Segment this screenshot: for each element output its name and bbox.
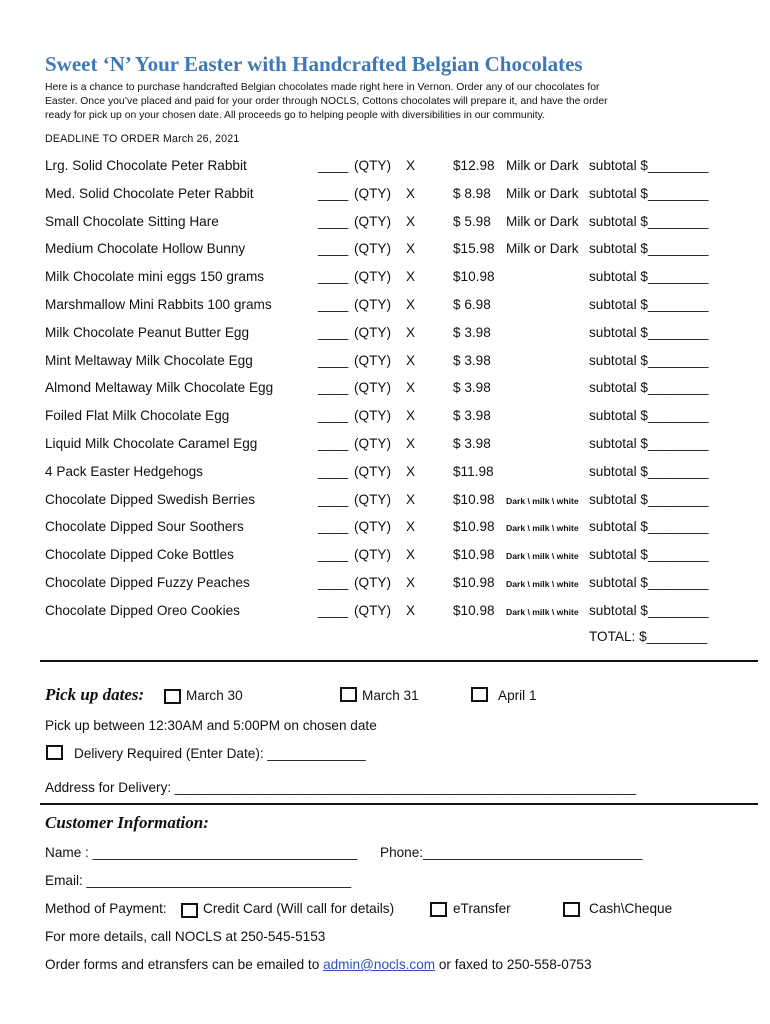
email-instructions-suffix: or faxed to 250-558-0753 (435, 957, 592, 972)
subtotal-field[interactable]: subtotal $________ (589, 519, 709, 535)
item-option[interactable]: Milk or Dark (506, 158, 579, 173)
qty-label: (QTY) (354, 463, 391, 479)
qty-label: (QTY) (354, 547, 391, 563)
name-field[interactable]: Name : ___________________________________ (45, 845, 358, 860)
order-row (0, 547, 770, 567)
times-sign: X (406, 241, 416, 257)
pickup-hours: Pick up between 12:30AM and 5:00PM on chosen date (45, 718, 377, 733)
delivery-field[interactable]: Delivery Required (Enter Date): _____________ (74, 746, 366, 761)
quantity-field[interactable]: ____ (318, 241, 349, 257)
item-price: $10.98 (453, 519, 495, 535)
times-sign: X (406, 213, 416, 229)
subtotal-field[interactable]: subtotal $________ (589, 352, 709, 368)
subtotal-field[interactable]: subtotal $________ (589, 380, 709, 396)
item-name: Small Chocolate Sitting Hare (45, 213, 219, 229)
times-sign: X (406, 491, 416, 507)
quantity-field[interactable]: ____ (318, 519, 349, 535)
quantity-field[interactable]: ____ (318, 213, 349, 229)
quantity-field[interactable]: ____ (318, 491, 349, 507)
item-price: $ 3.98 (453, 352, 491, 368)
times-sign: X (406, 575, 416, 590)
times-sign: X (406, 185, 416, 201)
order-row (0, 186, 770, 206)
quantity-field[interactable]: ____ (318, 269, 349, 285)
item-name: Chocolate Dipped Oreo Cookies (45, 602, 240, 618)
qty-label: (QTY) (354, 352, 391, 368)
pickup-date-march-31: March 31 (362, 688, 419, 703)
checkbox-april-1[interactable] (471, 687, 488, 702)
quantity-field[interactable]: ____ (318, 436, 349, 451)
qty-label: (QTY) (354, 408, 391, 424)
times-sign: X (406, 436, 416, 451)
item-option[interactable]: Dark \ milk \ white (506, 606, 579, 617)
total-line: TOTAL: $________ (589, 629, 708, 644)
qty-label: (QTY) (354, 324, 391, 340)
subtotal-field[interactable]: subtotal $________ (589, 408, 709, 424)
deadline-text: DEADLINE TO ORDER March 26, 2021 (45, 133, 240, 145)
order-row (0, 297, 770, 317)
qty-label: (QTY) (354, 491, 391, 507)
page-title: Sweet ‘N’ Your Easter with Handcrafted Belgian Chocolates (45, 52, 583, 76)
quantity-field[interactable]: ____ (318, 575, 349, 590)
item-name: Marshmallow Mini Rabbits 100 grams (45, 297, 272, 312)
order-row (0, 464, 770, 484)
item-name: Med. Solid Chocolate Peter Rabbit (45, 185, 254, 201)
divider (40, 803, 758, 805)
order-row (0, 269, 770, 289)
times-sign: X (406, 158, 416, 173)
payment-credit-card: Credit Card (Will call for details) (203, 901, 395, 916)
item-name: Medium Chocolate Hollow Bunny (45, 241, 246, 257)
times-sign: X (406, 324, 416, 340)
checkbox-credit-card[interactable] (181, 903, 198, 918)
item-name: Lrg. Solid Chocolate Peter Rabbit (45, 158, 247, 173)
item-name: Chocolate Dipped Fuzzy Peaches (45, 575, 250, 590)
item-option[interactable]: Milk or Dark (506, 213, 579, 229)
times-sign: X (406, 408, 416, 424)
quantity-field[interactable]: ____ (318, 547, 349, 563)
order-row (0, 325, 770, 345)
quantity-field[interactable]: ____ (318, 185, 349, 201)
payment-label: Method of Payment: (45, 901, 167, 916)
quantity-field[interactable]: ____ (318, 463, 349, 479)
item-name: Foiled Flat Milk Chocolate Egg (45, 408, 230, 424)
order-row (0, 408, 770, 428)
item-name: Chocolate Dipped Coke Bottles (45, 547, 234, 563)
email-link[interactable]: admin@nocls.com (323, 957, 436, 972)
checkbox-cash-cheque[interactable] (563, 902, 580, 917)
item-price: $12.98 (453, 158, 495, 173)
pickup-heading: Pick up dates: (45, 685, 145, 704)
order-row (0, 603, 770, 623)
item-option[interactable]: Milk or Dark (506, 241, 579, 257)
subtotal-field[interactable]: subtotal $________ (589, 185, 709, 201)
item-name: Liquid Milk Chocolate Caramel Egg (45, 436, 258, 451)
item-price: $ 5.98 (453, 213, 491, 229)
item-name: Chocolate Dipped Swedish Berries (45, 491, 256, 507)
item-price: $ 3.98 (453, 380, 491, 396)
qty-label: (QTY) (354, 602, 391, 618)
intro-line: ready for pick up on your chosen date. All proceeds go to helping people with diversibilities in our community. (45, 110, 545, 121)
checkbox-delivery[interactable] (46, 745, 63, 760)
subtotal-field[interactable]: subtotal $________ (589, 297, 709, 312)
email-instructions (45, 957, 592, 972)
item-price: $ 8.98 (453, 185, 491, 201)
item-price: $ 3.98 (453, 324, 491, 340)
times-sign: X (406, 269, 416, 285)
subtotal-field[interactable]: subtotal $________ (589, 241, 709, 257)
times-sign: X (406, 352, 416, 368)
quantity-field[interactable]: ____ (318, 352, 349, 368)
qty-label: (QTY) (354, 380, 391, 396)
qty-label: (QTY) (354, 297, 391, 312)
email-field[interactable]: Email: ___________________________________ (45, 873, 352, 888)
intro-line: Here is a chance to purchase handcrafted Belgian chocolates made right here in Vernon. Order any of our chocolates for (45, 82, 600, 93)
item-option[interactable]: Dark \ milk \ white (506, 523, 579, 534)
item-option[interactable]: Dark \ milk \ white (506, 551, 579, 562)
quantity-field[interactable]: ____ (318, 602, 349, 618)
qty-label: (QTY) (354, 575, 391, 590)
order-row (0, 214, 770, 234)
item-name: Milk Chocolate Peanut Butter Egg (45, 324, 250, 340)
delivery-address-field[interactable]: Address for Delivery: _____________________________________________________________ (45, 780, 637, 795)
qty-label: (QTY) (354, 158, 391, 173)
order-row (0, 380, 770, 400)
item-name: Almond Meltaway Milk Chocolate Egg (45, 380, 274, 396)
item-price: $10.98 (453, 575, 495, 590)
phone-field[interactable]: Phone:_____________________________ (380, 845, 643, 860)
item-price: $10.98 (453, 602, 495, 618)
divider (40, 660, 758, 662)
item-name: Milk Chocolate mini eggs 150 grams (45, 269, 265, 285)
subtotal-field[interactable]: subtotal $________ (589, 547, 709, 563)
item-price: $ 3.98 (453, 436, 491, 451)
qty-label: (QTY) (354, 269, 391, 285)
order-row (0, 519, 770, 539)
order-row (0, 241, 770, 261)
item-option[interactable]: Milk or Dark (506, 185, 579, 201)
times-sign: X (406, 602, 416, 618)
item-name: 4 Pack Easter Hedgehogs (45, 463, 203, 479)
times-sign: X (406, 519, 416, 535)
checkbox-etransfer[interactable] (430, 902, 447, 917)
subtotal-field[interactable]: subtotal $________ (589, 158, 709, 173)
subtotal-field[interactable]: subtotal $________ (589, 575, 709, 590)
item-option[interactable]: Dark \ milk \ white (506, 579, 579, 589)
email-instructions-prefix: Order forms and etransfers can be emailed to (45, 957, 324, 972)
order-row (0, 575, 770, 595)
qty-label: (QTY) (354, 185, 391, 201)
quantity-field[interactable]: ____ (318, 408, 349, 424)
pickup-date-march-30: March 30 (186, 688, 243, 703)
times-sign: X (406, 547, 416, 563)
subtotal-field[interactable]: subtotal $________ (589, 436, 709, 451)
item-price: $15.98 (453, 241, 495, 257)
item-name: Mint Meltaway Milk Chocolate Egg (45, 352, 253, 368)
item-price: $ 3.98 (453, 408, 491, 424)
subtotal-field[interactable]: subtotal $________ (589, 269, 709, 285)
item-price: $ 6.98 (453, 297, 491, 312)
order-row (0, 158, 770, 178)
item-price: $11.98 (453, 463, 494, 479)
qty-label: (QTY) (354, 213, 391, 229)
order-row (0, 353, 770, 373)
item-option[interactable]: Dark \ milk \ white (506, 495, 579, 506)
subtotal-field[interactable]: subtotal $________ (589, 324, 709, 340)
item-price: $10.98 (453, 269, 495, 285)
subtotal-field[interactable]: subtotal $________ (589, 463, 709, 479)
payment-cash-cheque: Cash\Cheque (589, 901, 673, 916)
quantity-field[interactable]: ____ (318, 380, 349, 396)
quantity-field[interactable]: ____ (318, 158, 349, 173)
checkbox-march-30[interactable] (164, 689, 181, 704)
item-name: Chocolate Dipped Sour Soothers (45, 519, 244, 535)
customer-heading: Customer Information: (45, 813, 209, 832)
item-price: $10.98 (453, 547, 495, 563)
intro-line: Easter. Once you’ve placed and paid for your order through NOCLS, Cottons chocolates will prepare it, and have the order (45, 96, 608, 107)
intro-paragraph (45, 81, 725, 123)
checkbox-march-31[interactable] (340, 687, 357, 702)
payment-etransfer: eTransfer (453, 901, 511, 916)
qty-label: (QTY) (354, 241, 391, 257)
subtotal-field[interactable]: subtotal $________ (589, 491, 709, 507)
details-line: For more details, call NOCLS at 250-545-5153 (45, 929, 326, 944)
qty-label: (QTY) (354, 519, 391, 535)
subtotal-field[interactable]: subtotal $________ (589, 213, 709, 229)
pickup-date-april-1: April 1 (498, 688, 537, 703)
qty-label: (QTY) (354, 436, 391, 451)
quantity-field[interactable]: ____ (318, 324, 349, 340)
order-row (0, 492, 770, 512)
order-row (0, 436, 770, 456)
quantity-field[interactable]: ____ (318, 297, 349, 312)
item-price: $10.98 (453, 491, 495, 507)
times-sign: X (406, 297, 416, 312)
times-sign: X (406, 463, 416, 479)
times-sign: X (406, 380, 416, 396)
subtotal-field[interactable]: subtotal $________ (589, 602, 709, 618)
